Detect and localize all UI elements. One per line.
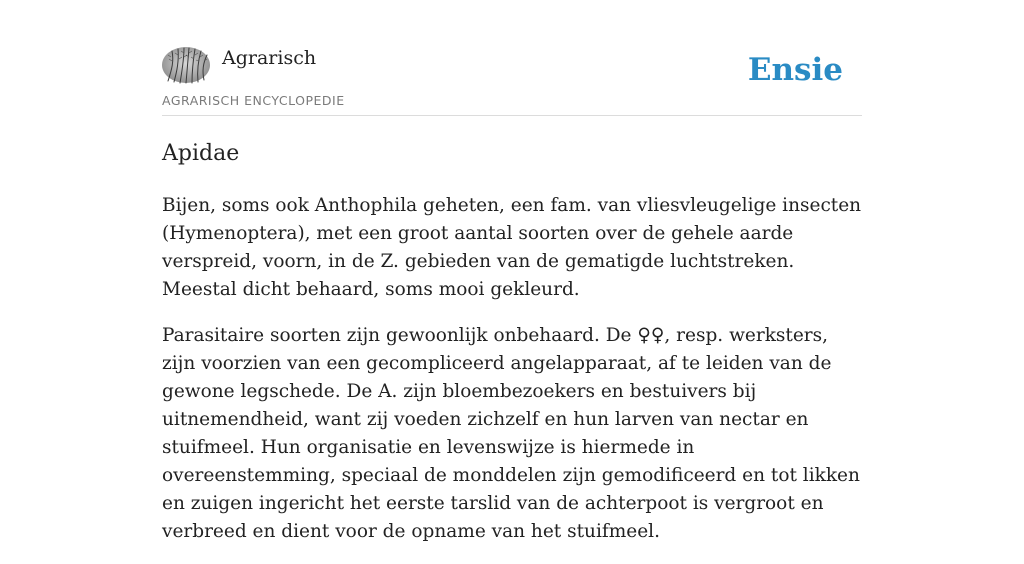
wheat-logo-icon[interactable] xyxy=(162,47,210,83)
paragraph: Bijen, soms ook Anthophila geheten, een fam. van vliesvleugelige insecten (Hymenoptera), met een groot aantal soorten over de gehele aarde verspreid, voorn, in de Z. gebieden van de gematigde luchtstreken. Meestal dicht behaard, soms mooi gekleurd. xyxy=(162,195,862,300)
source-title[interactable]: Agrarisch xyxy=(222,47,317,69)
article-body xyxy=(162,192,862,564)
brand-logo[interactable]: Ensie xyxy=(747,52,843,88)
header xyxy=(162,0,862,116)
paragraph: Parasitaire soorten zijn gewoonlijk onbehaard. De ♀♀, resp. werksters, zijn voorzien van een gecompliceerd angelapparaat, af te leiden van de gewone legschede. De A. zijn bloembezoekers en bestuivers bij uitnemendheid, want zij voeden zichzelf en hun larven van nectar en stuifmeel. Hun organisatie en levenswijze is hiermede in overeenstemming, speciaal de monddelen zijn gemodificeerd en tot likken en zuigen ingericht het eerste tarslid van de achterpoot is vergroot en verbreed en dient voor de opname van het stuifmeel. xyxy=(162,325,860,542)
page xyxy=(162,0,862,542)
source-subtitle: AGRARISCH ENCYCLOPEDIE xyxy=(162,93,345,108)
page-title: Apidae xyxy=(162,141,240,166)
